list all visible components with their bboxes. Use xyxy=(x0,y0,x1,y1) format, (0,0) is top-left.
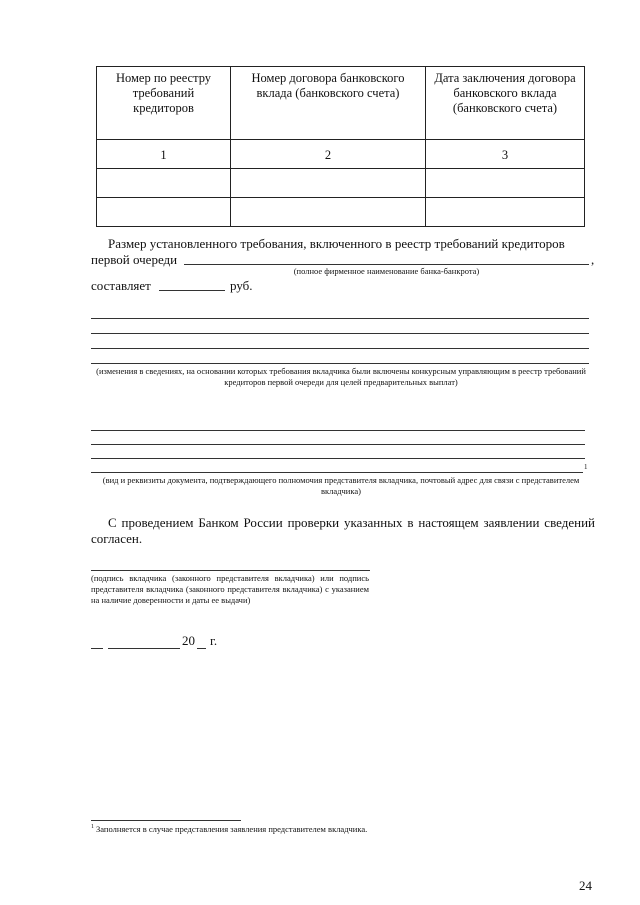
changes-line[interactable] xyxy=(91,333,589,334)
table-cell-input[interactable] xyxy=(231,169,426,198)
bank-name-field[interactable] xyxy=(184,264,589,265)
date-year-field[interactable] xyxy=(197,648,206,649)
amount-prefix: составляет xyxy=(91,278,151,293)
table-row xyxy=(97,198,585,227)
changes-line[interactable] xyxy=(91,318,589,319)
table-cell-input[interactable] xyxy=(231,198,426,227)
date-day-field[interactable] xyxy=(91,648,103,649)
page-number: 24 xyxy=(579,878,592,893)
representative-doc-line[interactable] xyxy=(91,458,585,459)
table-header-cell: Дата заключения договора банковского вклада (банковского счета) xyxy=(426,67,585,140)
date-year-prefix: 20 xyxy=(182,633,195,648)
footnote-divider xyxy=(91,820,241,821)
table-row xyxy=(97,169,585,198)
footnote-reference: 1 xyxy=(584,463,588,471)
table-header-row xyxy=(97,67,585,140)
table-number-cell: 1 xyxy=(97,140,231,169)
representative-doc-line[interactable] xyxy=(91,430,585,431)
amount-suffix: руб. xyxy=(230,278,253,293)
table-number-cell: 2 xyxy=(231,140,426,169)
representative-doc-line[interactable] xyxy=(91,444,585,445)
table-number-cell: 3 xyxy=(426,140,585,169)
representative-doc-line[interactable] xyxy=(91,472,583,473)
date-suffix: г. xyxy=(210,633,218,648)
table-header-cell: Номер договора банковского вклада (банковского счета) xyxy=(231,67,426,140)
table-cell-input[interactable] xyxy=(426,169,585,198)
registry-table xyxy=(96,66,585,227)
table-cell-input[interactable] xyxy=(97,198,231,227)
footnote-marker: 1 xyxy=(91,824,94,830)
table-cell-input[interactable] xyxy=(97,169,231,198)
table-cell-input[interactable] xyxy=(426,198,585,227)
signature-field[interactable] xyxy=(91,570,370,571)
changes-line[interactable] xyxy=(91,363,589,364)
changes-caption: (изменения в сведениях, на основании которых требования вкладчика были включены конкурсным управляющим в реестр требований кредиторов первой очереди для целей предварительных выплат) xyxy=(96,366,586,387)
claim-line-2-prefix: первой очереди xyxy=(91,252,178,267)
claim-comma: , xyxy=(591,252,595,267)
bank-name-caption: (полное фирменное наименование банка-банкрота) xyxy=(293,266,480,276)
consent-text: С проведением Банком России проверки указанных в настоящем заявлении сведений согласен. xyxy=(91,515,595,546)
changes-line[interactable] xyxy=(91,348,589,349)
signature-caption: (подпись вкладчика (законного представителя вкладчика) или подпись представителя вкладчика (законного представителя вкладчика) с указанием на наличие доверенности и даты ее выдачи) xyxy=(91,573,369,605)
date-month-field[interactable] xyxy=(108,648,180,649)
table-number-row xyxy=(97,140,585,169)
claim-line-1: Размер установленного требования, включенного в реестр требований кредиторов xyxy=(108,236,565,251)
representative-doc-caption: (вид и реквизиты документа, подтверждающего полномочия представителя вкладчика, почтовый адрес для связи с представителем вкладчика) xyxy=(102,475,580,496)
amount-field[interactable] xyxy=(159,290,225,291)
footnote-text: Заполняется в случае представления заявления представителем вкладчика. xyxy=(96,824,368,834)
table-header-cell: Номер по реестру требований кредиторов xyxy=(97,67,231,140)
